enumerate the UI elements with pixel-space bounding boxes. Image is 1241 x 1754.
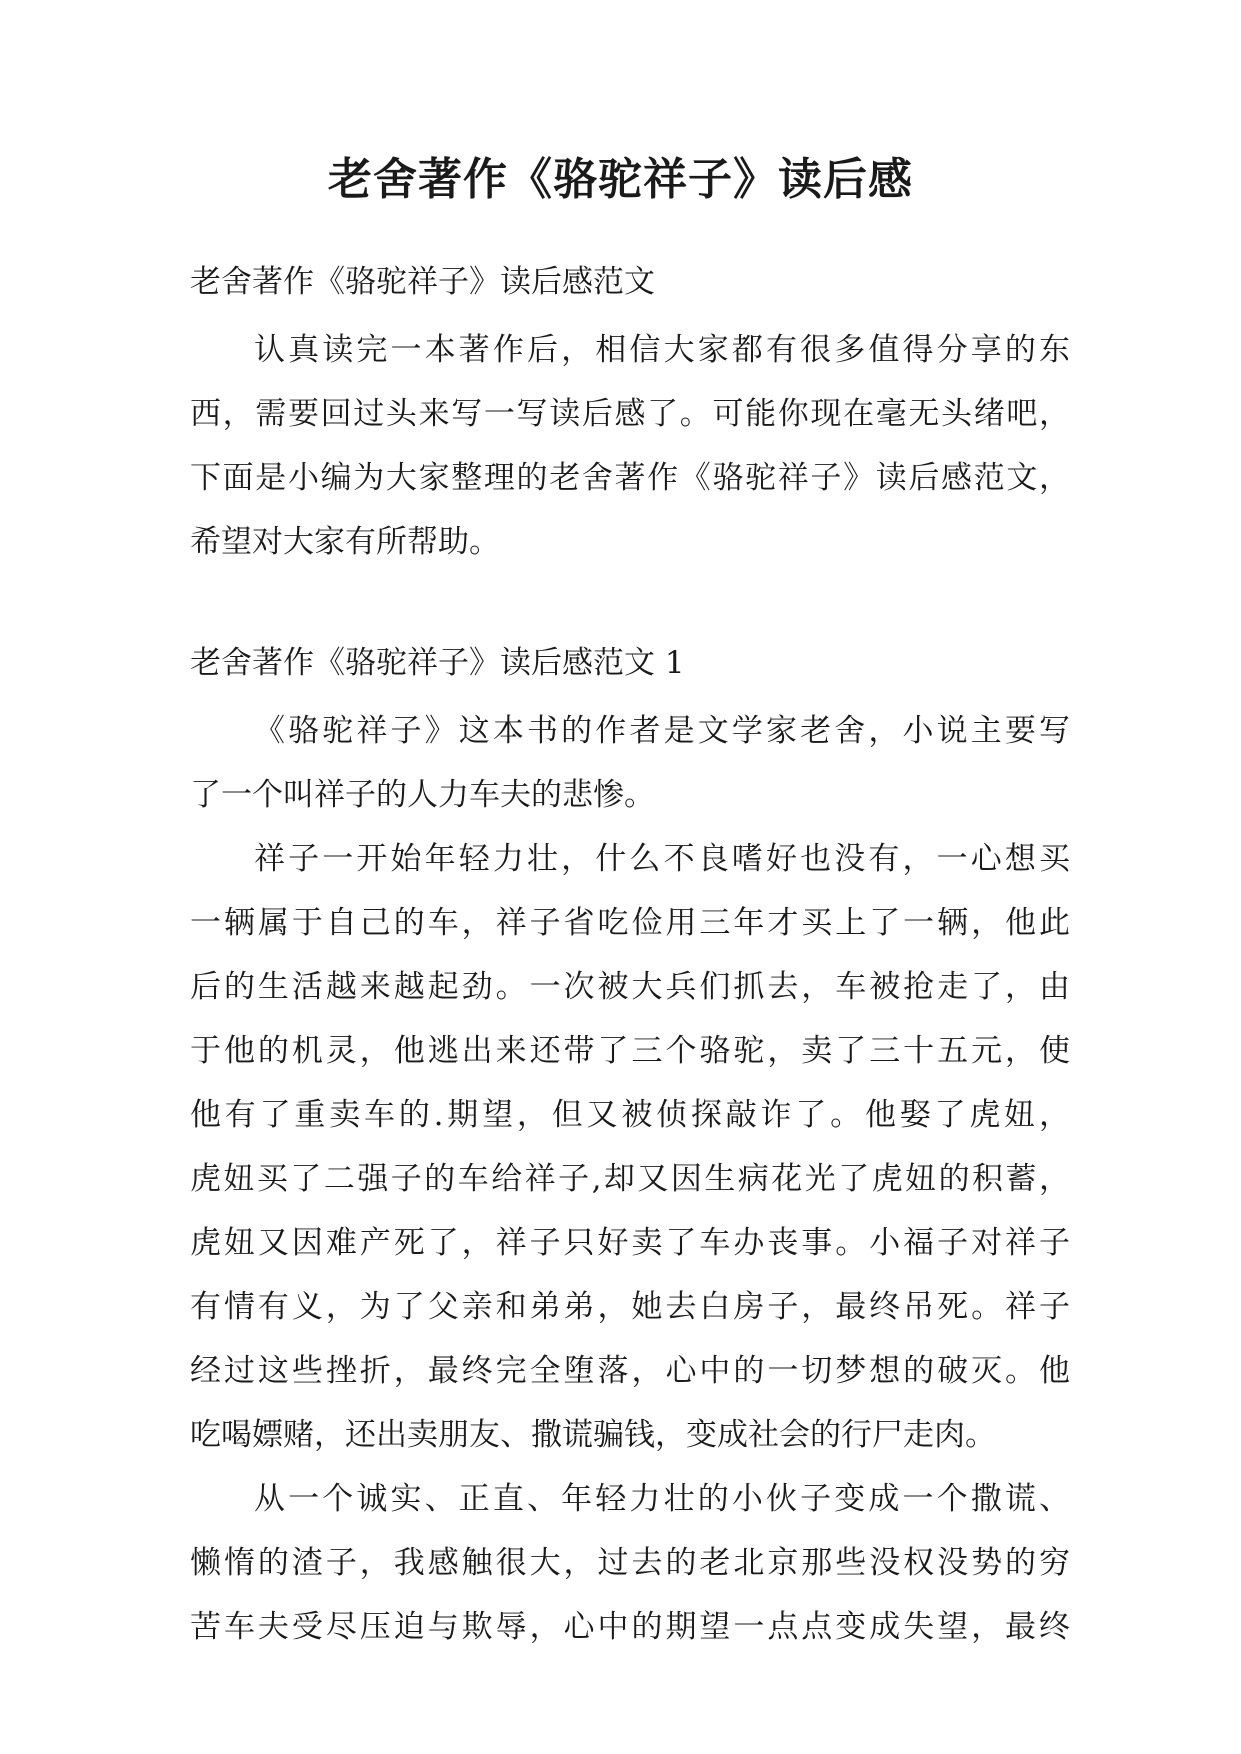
document-title: 老舍著作《骆驼祥子》读后感 xyxy=(328,154,913,205)
essay1-para2-line-10: 吃喝嫖赌，还出卖朋友、撒谎骗钱，变成社会的行尸走肉。 xyxy=(190,1417,996,1453)
essay1-para1-line-2: 了一个叫祥子的人力车夫的悲惨。 xyxy=(190,777,655,813)
essay1-para2-line-8: 有情有义，为了父亲和弟弟，她去白房子，最终吊死。祥子 xyxy=(190,1289,1070,1325)
essay1-para2-line-5: 他有了重卖车的.期望，但又被侦探敲诈了。他娶了虎妞， xyxy=(190,1097,1070,1133)
essay1-para1-line-1: 《骆驼祥子》这本书的作者是文学家老舍，小说主要写 xyxy=(254,713,1070,749)
essay1-para2-line-7: 虎妞又因难产死了，祥子只好卖了车办丧事。小福子对祥子 xyxy=(190,1225,1070,1261)
essay1-para2-line-6: 虎妞买了二强子的车给祥子,却又因生病花光了虎妞的积蓄， xyxy=(190,1161,1070,1197)
intro-line-4: 希望对大家有所帮助。 xyxy=(190,524,500,560)
essay1-para2-line-4: 于他的机灵，他逃出来还带了三个骆驼，卖了三十五元，使 xyxy=(190,1033,1070,1069)
essay1-para2-line-2: 一辆属于自己的车，祥子省吃俭用三年才买上了一辆，他此 xyxy=(190,905,1070,941)
intro-heading: 老舍著作《骆驼祥子》读后感范文 xyxy=(190,264,655,300)
intro-line-2: 西，需要回过头来写一写读后感了。可能你现在毫无头绪吧， xyxy=(190,396,1070,432)
essay1-para3-line-2: 懒惰的渣子，我感触很大，过去的老北京那些没权没势的穷 xyxy=(190,1545,1070,1581)
essay1-para2-line-9: 经过这些挫折，最终完全堕落，心中的一切梦想的破灭。他 xyxy=(190,1353,1070,1389)
essay1-para2-line-3: 后的生活越来越起劲。一次被大兵们抓去，车被抢走了，由 xyxy=(190,969,1070,1005)
essay1-para3-line-1: 从一个诚实、正直、年轻力壮的小伙子变成一个撒谎、 xyxy=(254,1481,1070,1517)
intro-line-1: 认真读完一本著作后，相信大家都有很多值得分享的东 xyxy=(254,332,1070,368)
intro-line-3: 下面是小编为大家整理的老舍著作《骆驼祥子》读后感范文， xyxy=(190,460,1070,496)
essay1-heading: 老舍著作《骆驼祥子》读后感范文 1 xyxy=(190,645,685,681)
essay1-para2-line-1: 祥子一开始年轻力壮，什么不良嗜好也没有，一心想买 xyxy=(254,841,1070,877)
essay1-para3-line-3: 苦车夫受尽压迫与欺辱，心中的期望一点点变成失望，最终 xyxy=(190,1609,1070,1645)
